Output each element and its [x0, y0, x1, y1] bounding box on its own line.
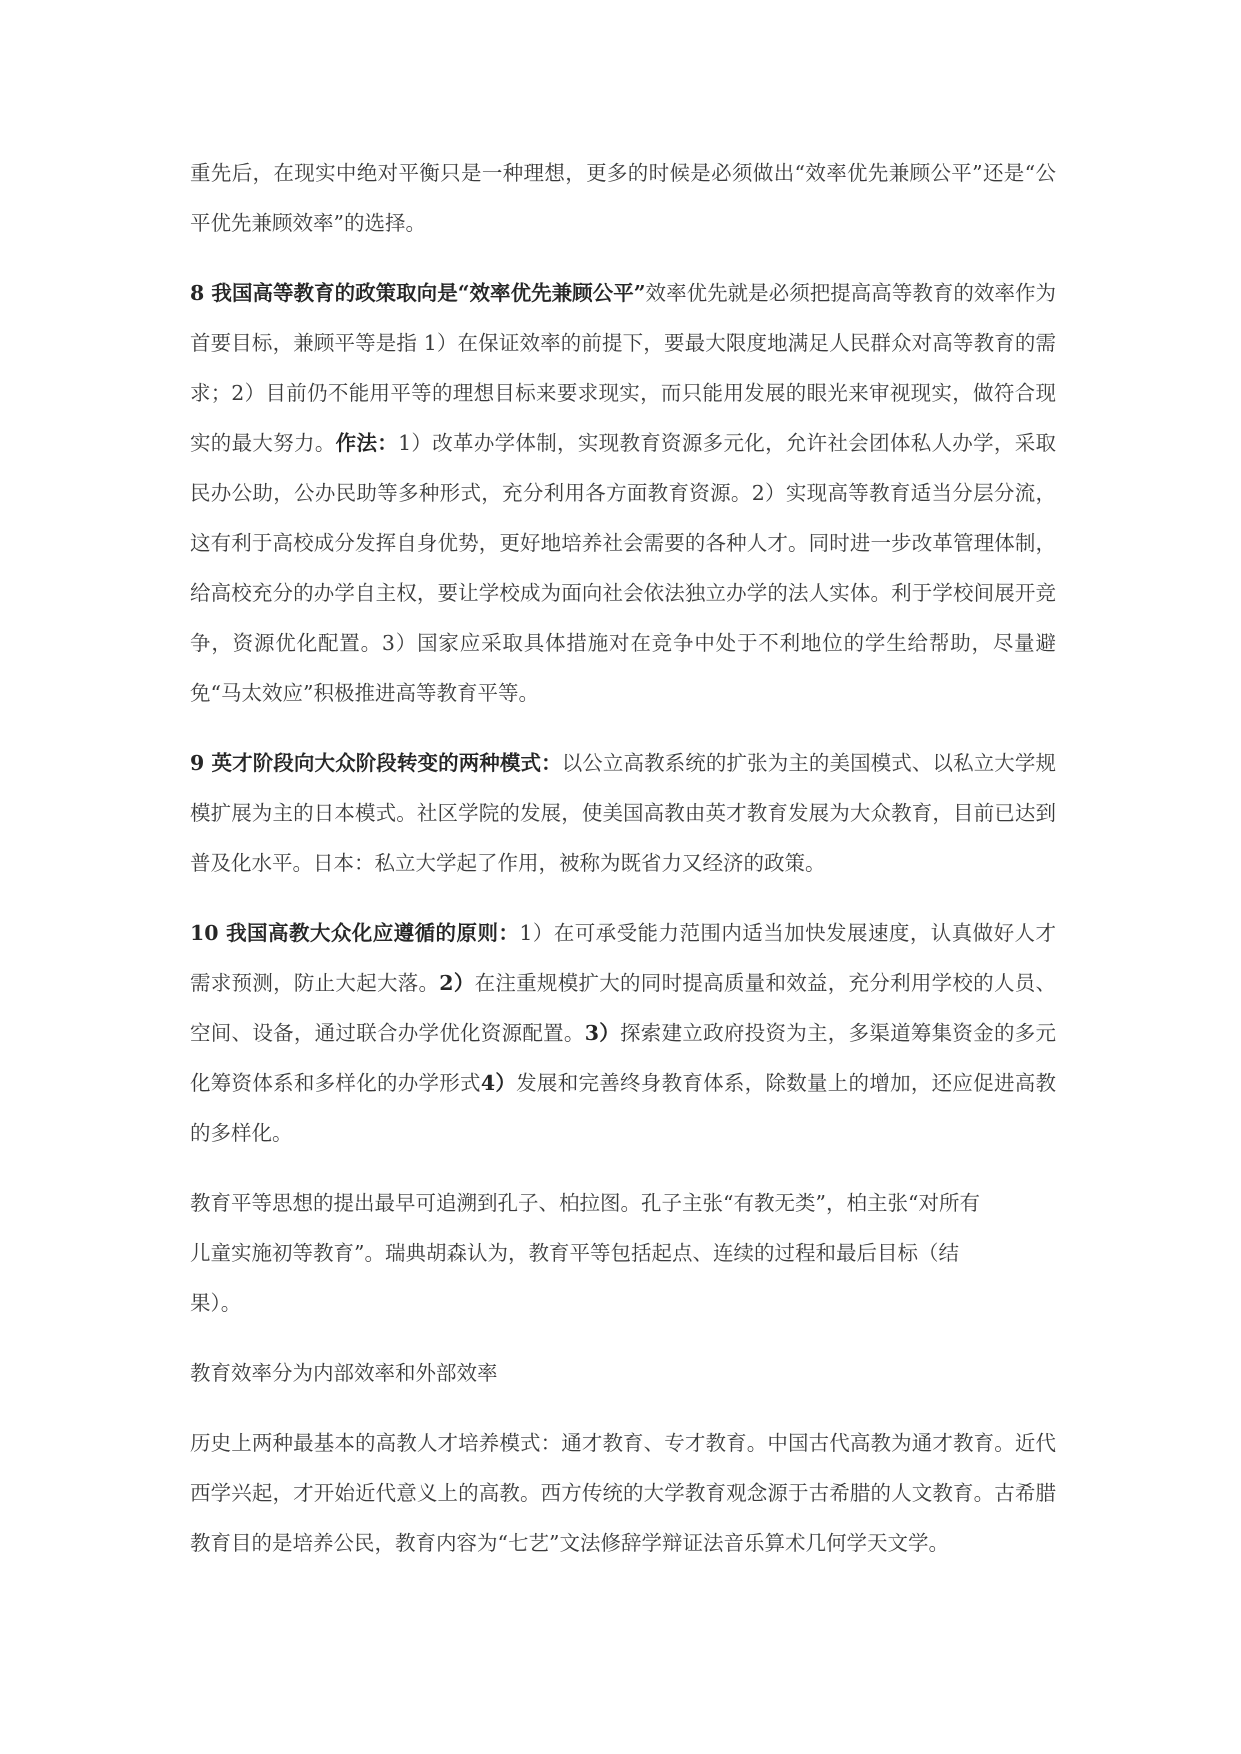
paragraph-efficiency: [190, 1348, 1056, 1398]
paragraph-9-heading: 9 英才阶段向大众阶段转变的两种模式：: [190, 751, 562, 775]
paragraph-8-text-2: 1）改革办学体制，实现教育资源多元化，允许社会团体私人办学，采取民办公助，公办民助等多种形式，充分利用各方面教育资源。2）实现高等教育适当分层分流，这有利于高校成分发挥自身优势，更好地培养社会需要的各种人才。同时进一步改革管理体制，给高校充分的办学自主权，要让学校成为面向社会依法独立办学的法人实体。利于学校间展开竞争，资源优化配置。3）国家应采取具体措施对在竞争中处于不利地位的学生给帮助，尽量避免“马太效应”积极推进高等教育平等。: [190, 431, 1057, 705]
paragraph-equality-line-3: 果）。: [190, 1291, 242, 1315]
paragraph-efficiency-text: 教育效率分为内部效率和外部效率: [190, 1361, 498, 1385]
paragraph-8-heading: 8 我国高等教育的政策取向是“效率优先兼顾公平”: [190, 281, 646, 305]
paragraph-8-label: 作法：: [335, 431, 399, 455]
paragraph-10-num-2: 2）: [439, 971, 475, 995]
paragraph-10-item-3: 探索建立政府投资为主，多渠道筹集资金的多元化筹资体系和多样化的办学形式: [190, 1021, 1057, 1095]
paragraph-10-principles: [190, 908, 1056, 1158]
document-page: [190, 148, 1056, 1568]
paragraph-9-text: 以公立高教系统的扩张为主的美国模式、以私立大学规模扩展为主的日本模式。社区学院的发展，使美国高教由英才教育发展为大众教育，目前已达到普及化水平。日本：私立大学起了作用，被称为既省力又经济的政策。: [190, 751, 1056, 875]
paragraph-equality-line-1: 教育平等思想的提出最早可追溯到孔子、柏拉图。孔子主张“有教无类”，柏主张“对所有: [190, 1191, 980, 1215]
paragraph-8-text-1: 效率优先就是必须把提高高等教育的效率作为首要目标，兼顾平等是指 1）在保证效率的前提下，要最大限度地满足人民群众对高等教育的需求；2）目前仍不能用平等的理想目标来要求现实，而只能用发展的眼光来审视现实，做符合现实的最大努力。: [190, 281, 1056, 455]
paragraph-10-heading: 10 我国高教大众化应遵循的原则：: [190, 921, 520, 945]
paragraph-equality-line-2: 儿童实施初等教育”。瑞典胡森认为，教育平等包括起点、连续的过程和最后目标（结: [190, 1241, 959, 1265]
paragraph-9-models: [190, 738, 1056, 888]
paragraph-10-num-4: 4）: [480, 1071, 517, 1095]
paragraph-talent-models: [190, 1418, 1056, 1568]
paragraph-10-item-1: 1）在可承受能力范围内适当加快发展速度，认真做好人才需求预测，防止大起大落。: [190, 921, 1056, 995]
paragraph-10-item-4: 发展和完善终身教育体系，除数量上的增加，还应促进高教的多样化。: [190, 1071, 1057, 1145]
paragraph-1: [190, 148, 1056, 248]
paragraph-1-text: 重先后，在现实中绝对平衡只是一种理想，更多的时候是必须做出“效率优先兼顾公平”还是“公平优先兼顾效率”的选择。: [190, 161, 1056, 235]
paragraph-equality: [190, 1178, 1056, 1328]
paragraph-8-policy: [190, 268, 1056, 718]
paragraph-10-item-2: 在注重规模扩大的同时提高质量和效益，充分利用学校的人员、空间、设备，通过联合办学优化资源配置。: [190, 971, 1057, 1045]
paragraph-10-num-3: 3）: [584, 1021, 621, 1045]
paragraph-talent-models-text: 历史上两种最基本的高教人才培养模式：通才教育、专才教育。中国古代高教为通才教育。近代西学兴起，才开始近代意义上的高教。西方传统的大学教育观念源于古希腊的人文教育。古希腊教育目的是培养公民，教育内容为“七艺”文法修辞学辩证法音乐算术几何学天文学。: [190, 1431, 1056, 1555]
